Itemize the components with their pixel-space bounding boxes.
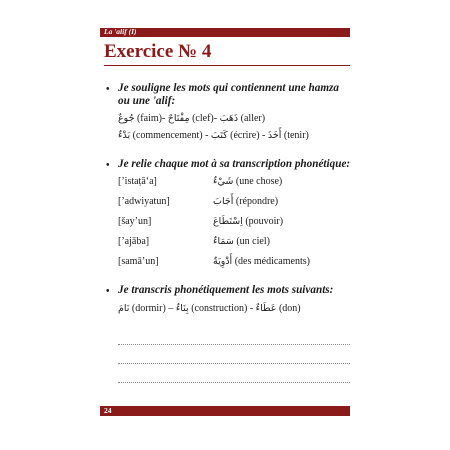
arabic-word: أَدْوِيَةٌ bbox=[213, 256, 233, 267]
word-item[interactable] bbox=[213, 195, 278, 209]
translation: (des médicaments) bbox=[234, 256, 310, 267]
translation: (tenir) bbox=[283, 130, 309, 141]
footer-bar bbox=[100, 406, 350, 416]
running-header-bar bbox=[100, 28, 350, 37]
bullet-icon: • bbox=[106, 160, 110, 171]
answer-line[interactable] bbox=[118, 344, 350, 345]
arabic-word: عَطَاءٌ bbox=[255, 303, 277, 314]
exercise-title: Exercice № 4 bbox=[104, 41, 212, 62]
arabic-word[interactable]: جُوعٌ bbox=[118, 113, 135, 124]
section1-instruction: Je souligne les mots qui contiennent une hamza ou une 'alif: bbox=[118, 82, 339, 107]
translation: (aller) bbox=[240, 113, 266, 124]
arabic-word: سَمَاءٌ bbox=[213, 236, 234, 247]
translation: (pouvoir) bbox=[245, 216, 284, 227]
word-item[interactable] bbox=[213, 175, 282, 189]
translation: (répondre) bbox=[235, 196, 279, 207]
translation: (dormir) – bbox=[131, 303, 174, 314]
transcription-item[interactable]: [šay’un] bbox=[118, 216, 152, 227]
transcription-item[interactable]: [ʼadwiyatun] bbox=[118, 196, 170, 207]
arabic-word[interactable]: كَتَبَ bbox=[210, 130, 228, 141]
transcription-item[interactable]: [ʼajāba] bbox=[118, 236, 150, 247]
section3-instruction: Je transcris phonétiquement les mots suivants: bbox=[118, 284, 334, 296]
arabic-word: نَامَ bbox=[118, 303, 130, 314]
word-item[interactable] bbox=[213, 215, 283, 229]
answer-line[interactable] bbox=[118, 363, 350, 364]
section3-words bbox=[118, 302, 301, 316]
answer-line[interactable] bbox=[118, 382, 350, 383]
translation: (commencement) - bbox=[132, 130, 209, 141]
arabic-word[interactable]: مِفْتَاحٌ bbox=[167, 113, 190, 124]
section2-instruction: Je relie chaque mot à sa transcription phonétique: bbox=[118, 158, 351, 170]
arabic-word[interactable]: أَخَذَ bbox=[267, 130, 282, 141]
title-underline bbox=[104, 65, 350, 66]
word-item[interactable] bbox=[213, 255, 310, 269]
page-number: 24 bbox=[104, 406, 112, 415]
translation: (une chose) bbox=[235, 176, 283, 187]
translation: (clef)- bbox=[192, 113, 218, 124]
arabic-word[interactable]: بَدْءٌ bbox=[118, 130, 131, 141]
translation: (écrire) - bbox=[230, 130, 266, 141]
transcription-item[interactable]: [ʼistaṭā‘a] bbox=[118, 176, 157, 187]
arabic-word: شَيْءٌ bbox=[213, 176, 234, 187]
translation: (don) bbox=[278, 303, 301, 314]
arabic-word: بِنَاءٌ bbox=[175, 303, 189, 314]
bullet-icon: • bbox=[106, 84, 110, 95]
translation: (un ciel) bbox=[236, 236, 270, 247]
translation: (construction) - bbox=[191, 303, 254, 314]
arabic-word[interactable]: ذَهَبَ bbox=[219, 113, 239, 124]
word-item[interactable] bbox=[213, 235, 270, 249]
section1-line2 bbox=[118, 129, 309, 143]
bullet-icon: • bbox=[106, 286, 110, 297]
arabic-word: اِسْتَطَاعَ bbox=[213, 216, 243, 227]
translation: (faim)- bbox=[136, 113, 166, 124]
arabic-word: أَجَابَ bbox=[213, 196, 234, 207]
section1-line1 bbox=[118, 112, 265, 126]
transcription-item[interactable]: [samā’un] bbox=[118, 256, 159, 267]
running-header-title: La 'alif (I) bbox=[104, 27, 137, 36]
